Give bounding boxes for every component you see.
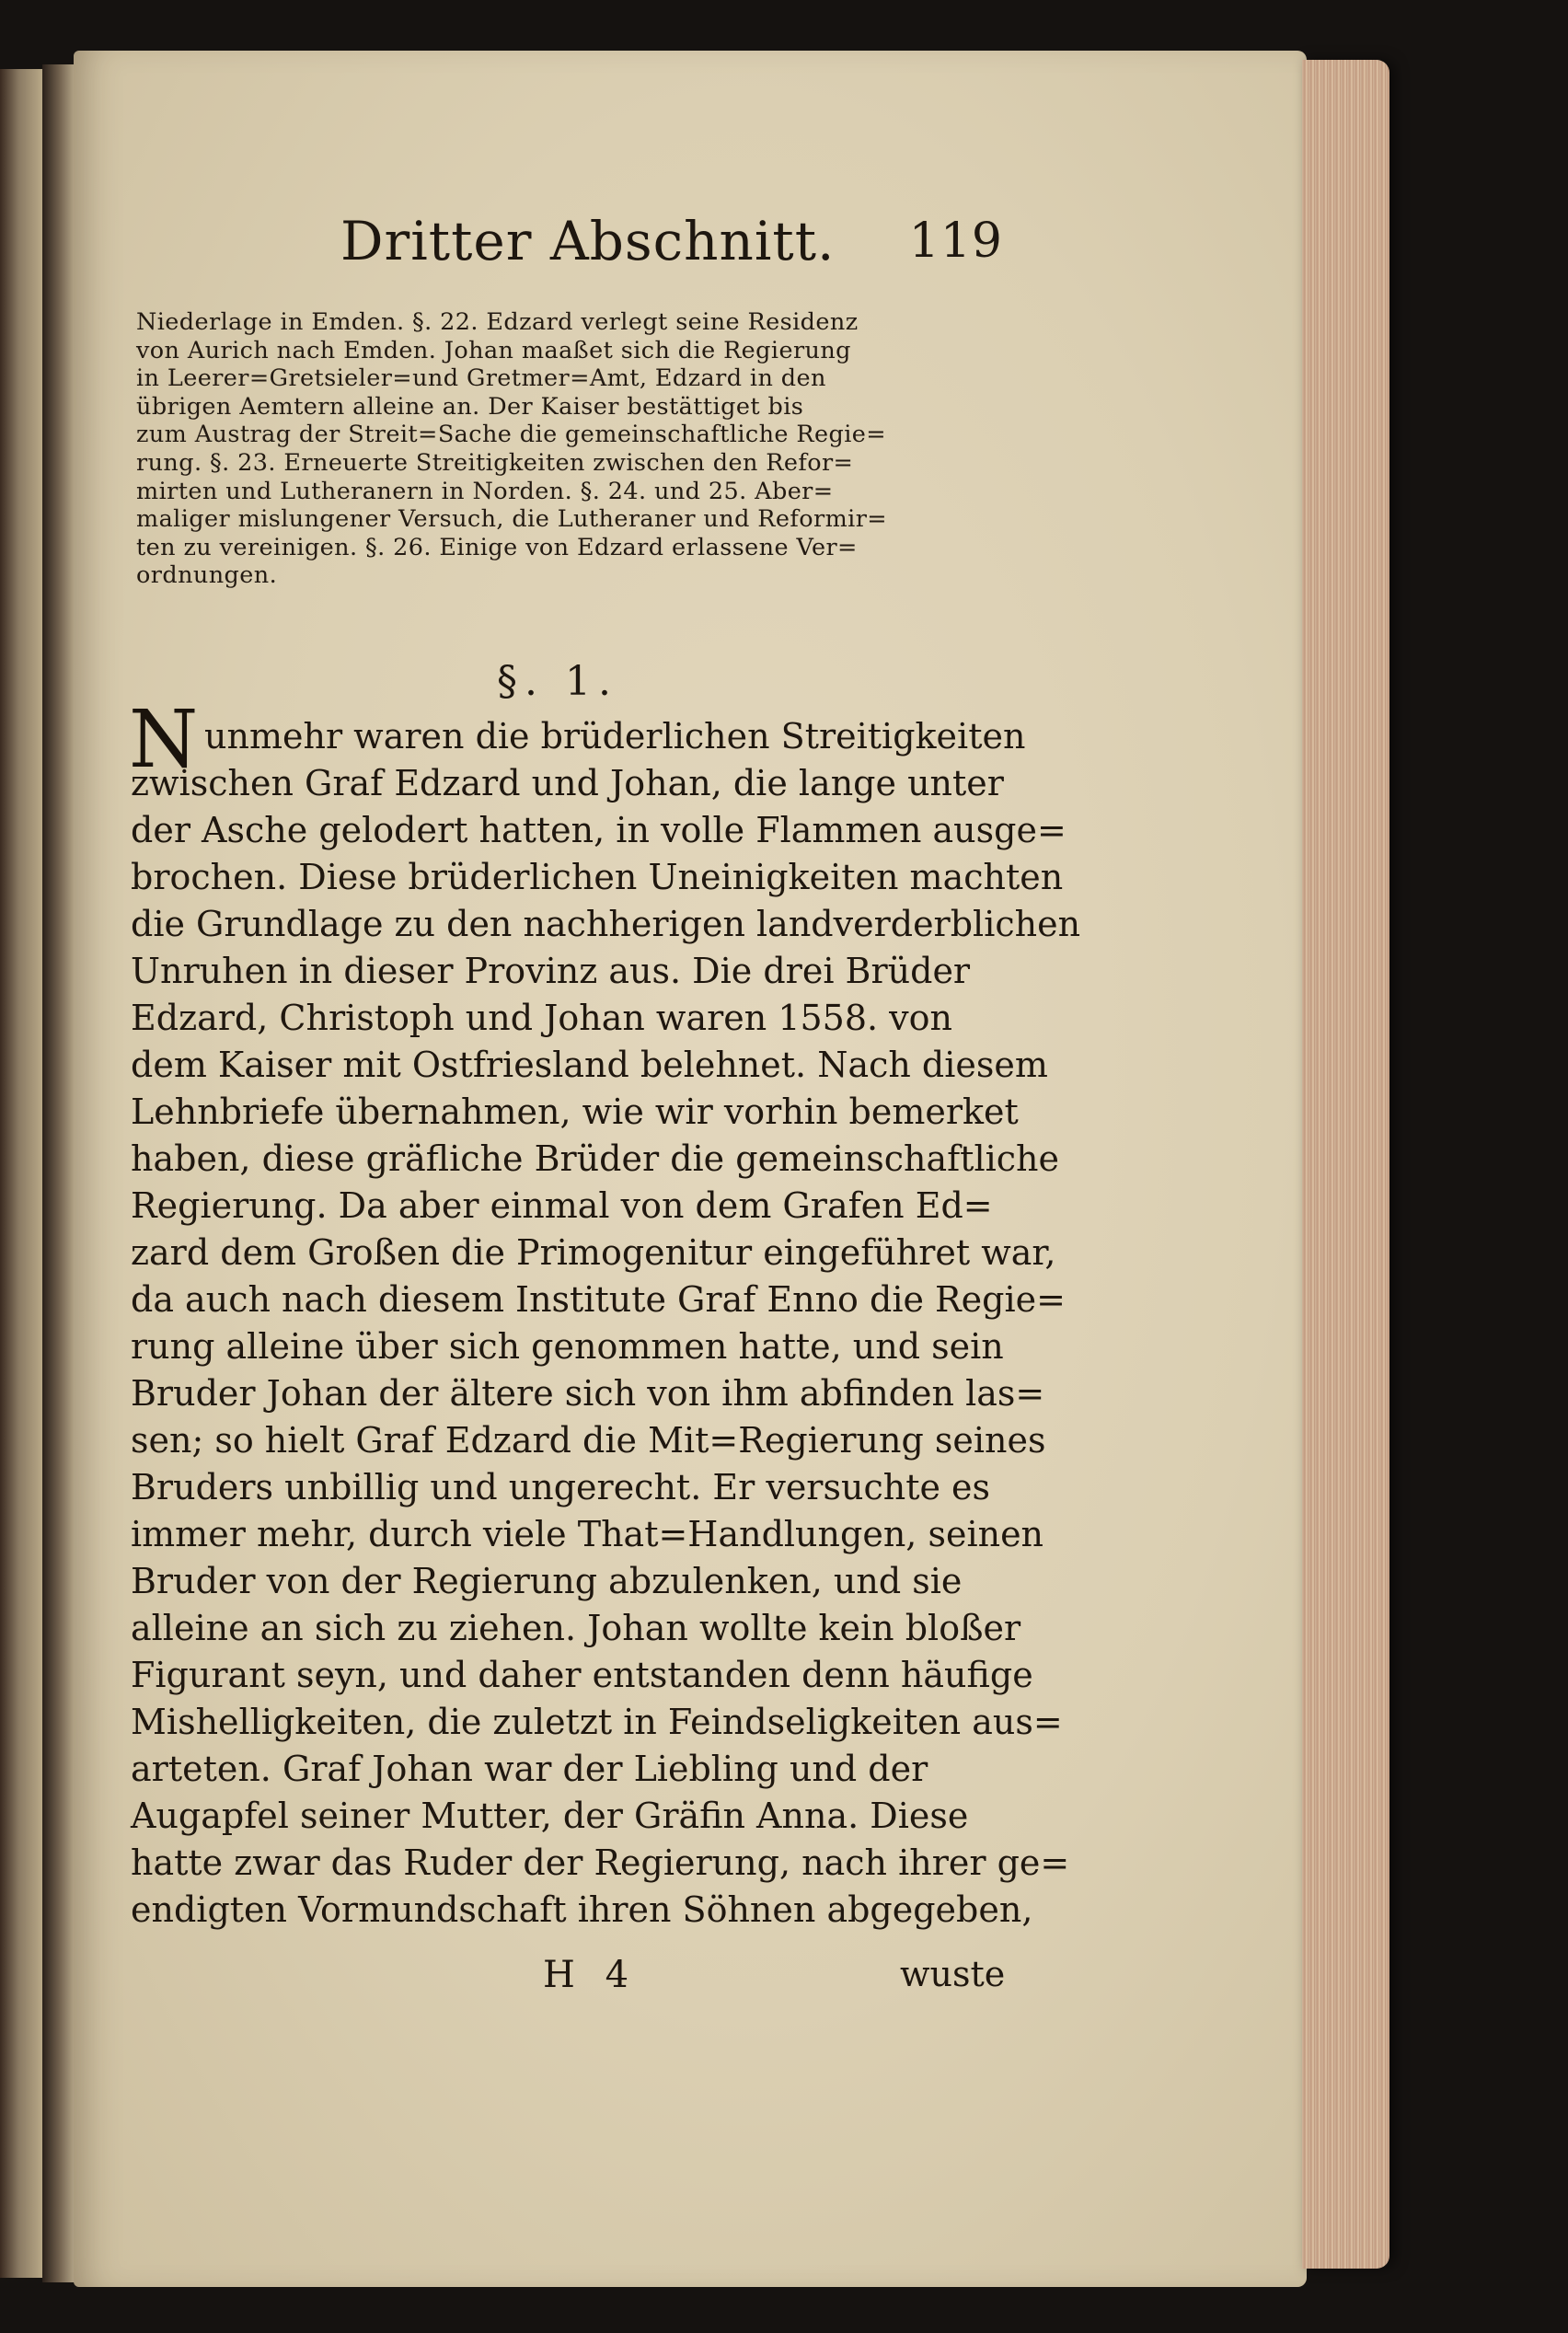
summary-line: von Aurich nach Emden. Johan maaßet sich die Regierung xyxy=(136,336,851,364)
body-line: brochen. Diese brüderlichen Uneinigkeiten machten xyxy=(131,857,1064,897)
body-line: der Asche gelodert hatten, in volle Flammen ausge= xyxy=(131,810,1066,850)
summary-line: zum Austrag der Streit=Sache die gemeinschaftliche Regie= xyxy=(136,421,887,449)
page-edges xyxy=(1302,60,1389,2269)
body-line: hatte zwar das Ruder der Regierung, nach ihrer ge= xyxy=(131,1842,1070,1883)
chapter-title: Dritter Abschnitt. xyxy=(340,210,836,272)
summary-line: Niederlage in Emden. §. 22. Edzard verlegt seine Residenz xyxy=(136,308,859,336)
page-number: 119 xyxy=(908,214,1003,269)
body-line: haben, diese gräfliche Brüder die gemeinschaftliche xyxy=(131,1138,1060,1179)
summary-line: mirten und Lutheranern in Norden. §. 24. und 25. Aber= xyxy=(136,477,834,505)
running-head xyxy=(340,210,1003,293)
signature-mark: H 4 xyxy=(543,1954,639,1996)
body-line: Augapfel seiner Mutter, der Gräfin Anna. Diese xyxy=(131,1796,969,1836)
body-line: Figurant seyn, und daher entstanden denn häufige xyxy=(131,1655,1033,1695)
catchword: wuste xyxy=(900,1954,1006,1994)
summary-line: ten zu vereinigen. §. 26. Einige von Edzard erlassene Ver= xyxy=(136,533,858,561)
body-line: rung alleine über sich genommen hatte, und sein xyxy=(131,1326,1004,1367)
section-heading: §. 1. xyxy=(497,658,618,705)
body-line: sen; so hielt Graf Edzard die Mit=Regierung seines xyxy=(131,1420,1046,1461)
body-line: Lehnbriefe übernahmen, wie wir vorhin bemerket xyxy=(131,1091,1019,1132)
body-line: Unruhen in dieser Provinz aus. Die drei Brüder xyxy=(131,951,971,991)
body-line: zwischen Graf Edzard und Johan, die lange unter xyxy=(131,763,1004,803)
body-line: alleine an sich zu ziehen. Johan wollte kein bloßer xyxy=(131,1608,1021,1648)
body-line: Bruder Johan der ältere sich von ihm abfinden las= xyxy=(131,1373,1045,1414)
summary-line: rung. §. 23. Erneuerte Streitigkeiten zwischen den Refor= xyxy=(136,448,854,477)
body-line: Bruders unbillig und ungerecht. Er versuchte es xyxy=(131,1467,991,1507)
body-line: immer mehr, durch viele That=Handlungen, seinen xyxy=(131,1514,1044,1554)
drop-cap: N xyxy=(129,694,199,786)
body-line: arteten. Graf Johan war der Liebling und der xyxy=(131,1749,928,1789)
first-line-text: unmehr waren die brüderlichen Streitigkeiten xyxy=(204,716,1026,756)
summary-line: übrigen Aemtern alleine an. Der Kaiser bestättiget bis xyxy=(136,392,804,421)
body-text xyxy=(129,694,1081,1934)
body-line: die Grundlage zu den nachherigen landverderblichen xyxy=(131,904,1081,944)
left-page-edge xyxy=(0,69,42,2278)
summary-line: maliger mislungener Versuch, die Lutheraner und Reformir= xyxy=(136,505,888,534)
body-line: da auch nach diesem Institute Graf Enno die Regie= xyxy=(131,1279,1066,1320)
body-line: dem Kaiser mit Ostfriesland belehnet. Nach diesem xyxy=(131,1045,1048,1085)
body-line: endigten Vormundschaft ihren Söhnen abgegeben, xyxy=(131,1889,1033,1930)
body-line: Bruder von der Regierung abzulenken, und sie xyxy=(131,1561,963,1601)
chapter-summary xyxy=(136,308,997,590)
body-line: Edzard, Christoph und Johan waren 1558. von xyxy=(131,998,952,1038)
body-line: zard dem Großen die Primogenitur eingeführet war, xyxy=(131,1232,1056,1273)
body-line: Mishelligkeiten, die zuletzt in Feindseligkeiten aus= xyxy=(131,1702,1063,1742)
body-line: Regierung. Da aber einmal von dem Grafen Ed= xyxy=(131,1185,993,1226)
summary-line: ordnungen. xyxy=(136,561,278,590)
summary-line: in Leerer=Gretsieler=und Gretmer=Amt, Edzard in den xyxy=(136,364,826,393)
